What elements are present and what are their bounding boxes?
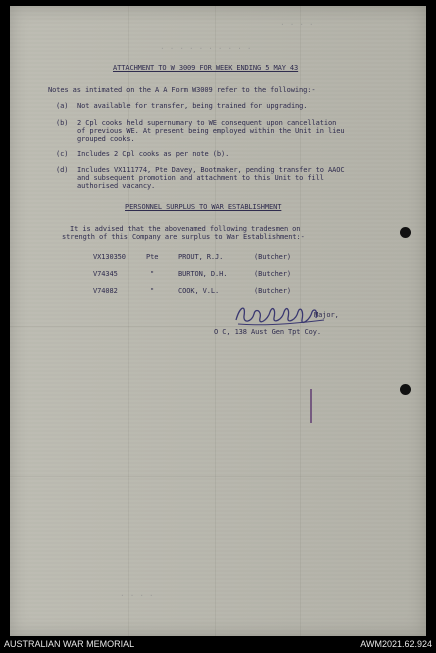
fold-line [128,6,129,636]
member-name: COOK, V.L. [178,287,220,295]
note-text-b-line1: 2 Cpl cooks held supernumary to WE consequent upon cancellation [77,119,337,127]
archive-name: AUSTRALIAN WAR MEMORIAL [4,639,135,649]
bleed-through-text: · · · · · · · · · · [160,44,252,53]
note-text-d-line3: authorised vacancy. [77,182,156,190]
surplus-intro-line1: It is advised that the abovenamed following tradesmen on [70,225,301,233]
bleed-through-text: · · · · [120,591,154,600]
surplus-intro-line2: strength of this Company are surplus to War Establishment:- [62,233,305,241]
note-text-d-line2: and subsequent promotion and attachment to this Unit to fill [77,174,324,182]
intro-line: Notes as intimated on the A A Form W3009 refer to the following:- [48,86,316,94]
note-text-a: Not available for transfer, being trained for upgrading. [77,102,308,110]
trade: (Butcher) [254,270,292,278]
note-label-d: (d) [56,166,69,174]
service-number: VX130350 [93,253,126,261]
document-page [10,6,426,636]
rank: Pte [146,253,159,261]
section-heading: PERSONNEL SURPLUS TO WAR ESTABLISHMENT [125,203,282,211]
signature-rank: Major, [314,311,339,319]
note-label-a: (a) [56,102,69,110]
member-name: PROUT, R.J. [178,253,224,261]
fold-line [10,326,426,327]
trade: (Butcher) [254,253,292,261]
note-text-d-line1: Includes VX111774, Pte Davey, Bootmaker, pending transfer to AAOC [77,166,345,174]
signature-block: O C, 138 Aust Gen Tpt Coy. [214,328,321,336]
archive-reference: AWM2021.62.924 [360,639,432,649]
note-label-c: (c) [56,150,69,158]
archive-footer [0,636,436,653]
rank: " [150,270,155,278]
document-title: ATTACHMENT TO W 3009 FOR WEEK ENDING 5 MAY 43 [113,64,299,72]
note-label-b: (b) [56,119,69,127]
ink-mark [310,389,312,423]
trade: (Butcher) [254,287,292,295]
punch-hole [400,227,411,238]
note-text-c: Includes 2 Cpl cooks as per note (b). [77,150,230,158]
fold-line [215,6,216,636]
service-number: V74345 [93,270,118,278]
punch-hole [400,384,411,395]
note-text-b-line2: of previous WE. At present being employed within the Unit in lieu [77,127,345,135]
service-number: V74082 [93,287,118,295]
fold-line [10,476,426,477]
member-name: BURTON, D.H. [178,270,228,278]
note-text-b-line3: grouped cooks. [77,135,135,143]
bleed-through-text: · · · · [280,20,314,29]
rank: " [150,287,155,295]
